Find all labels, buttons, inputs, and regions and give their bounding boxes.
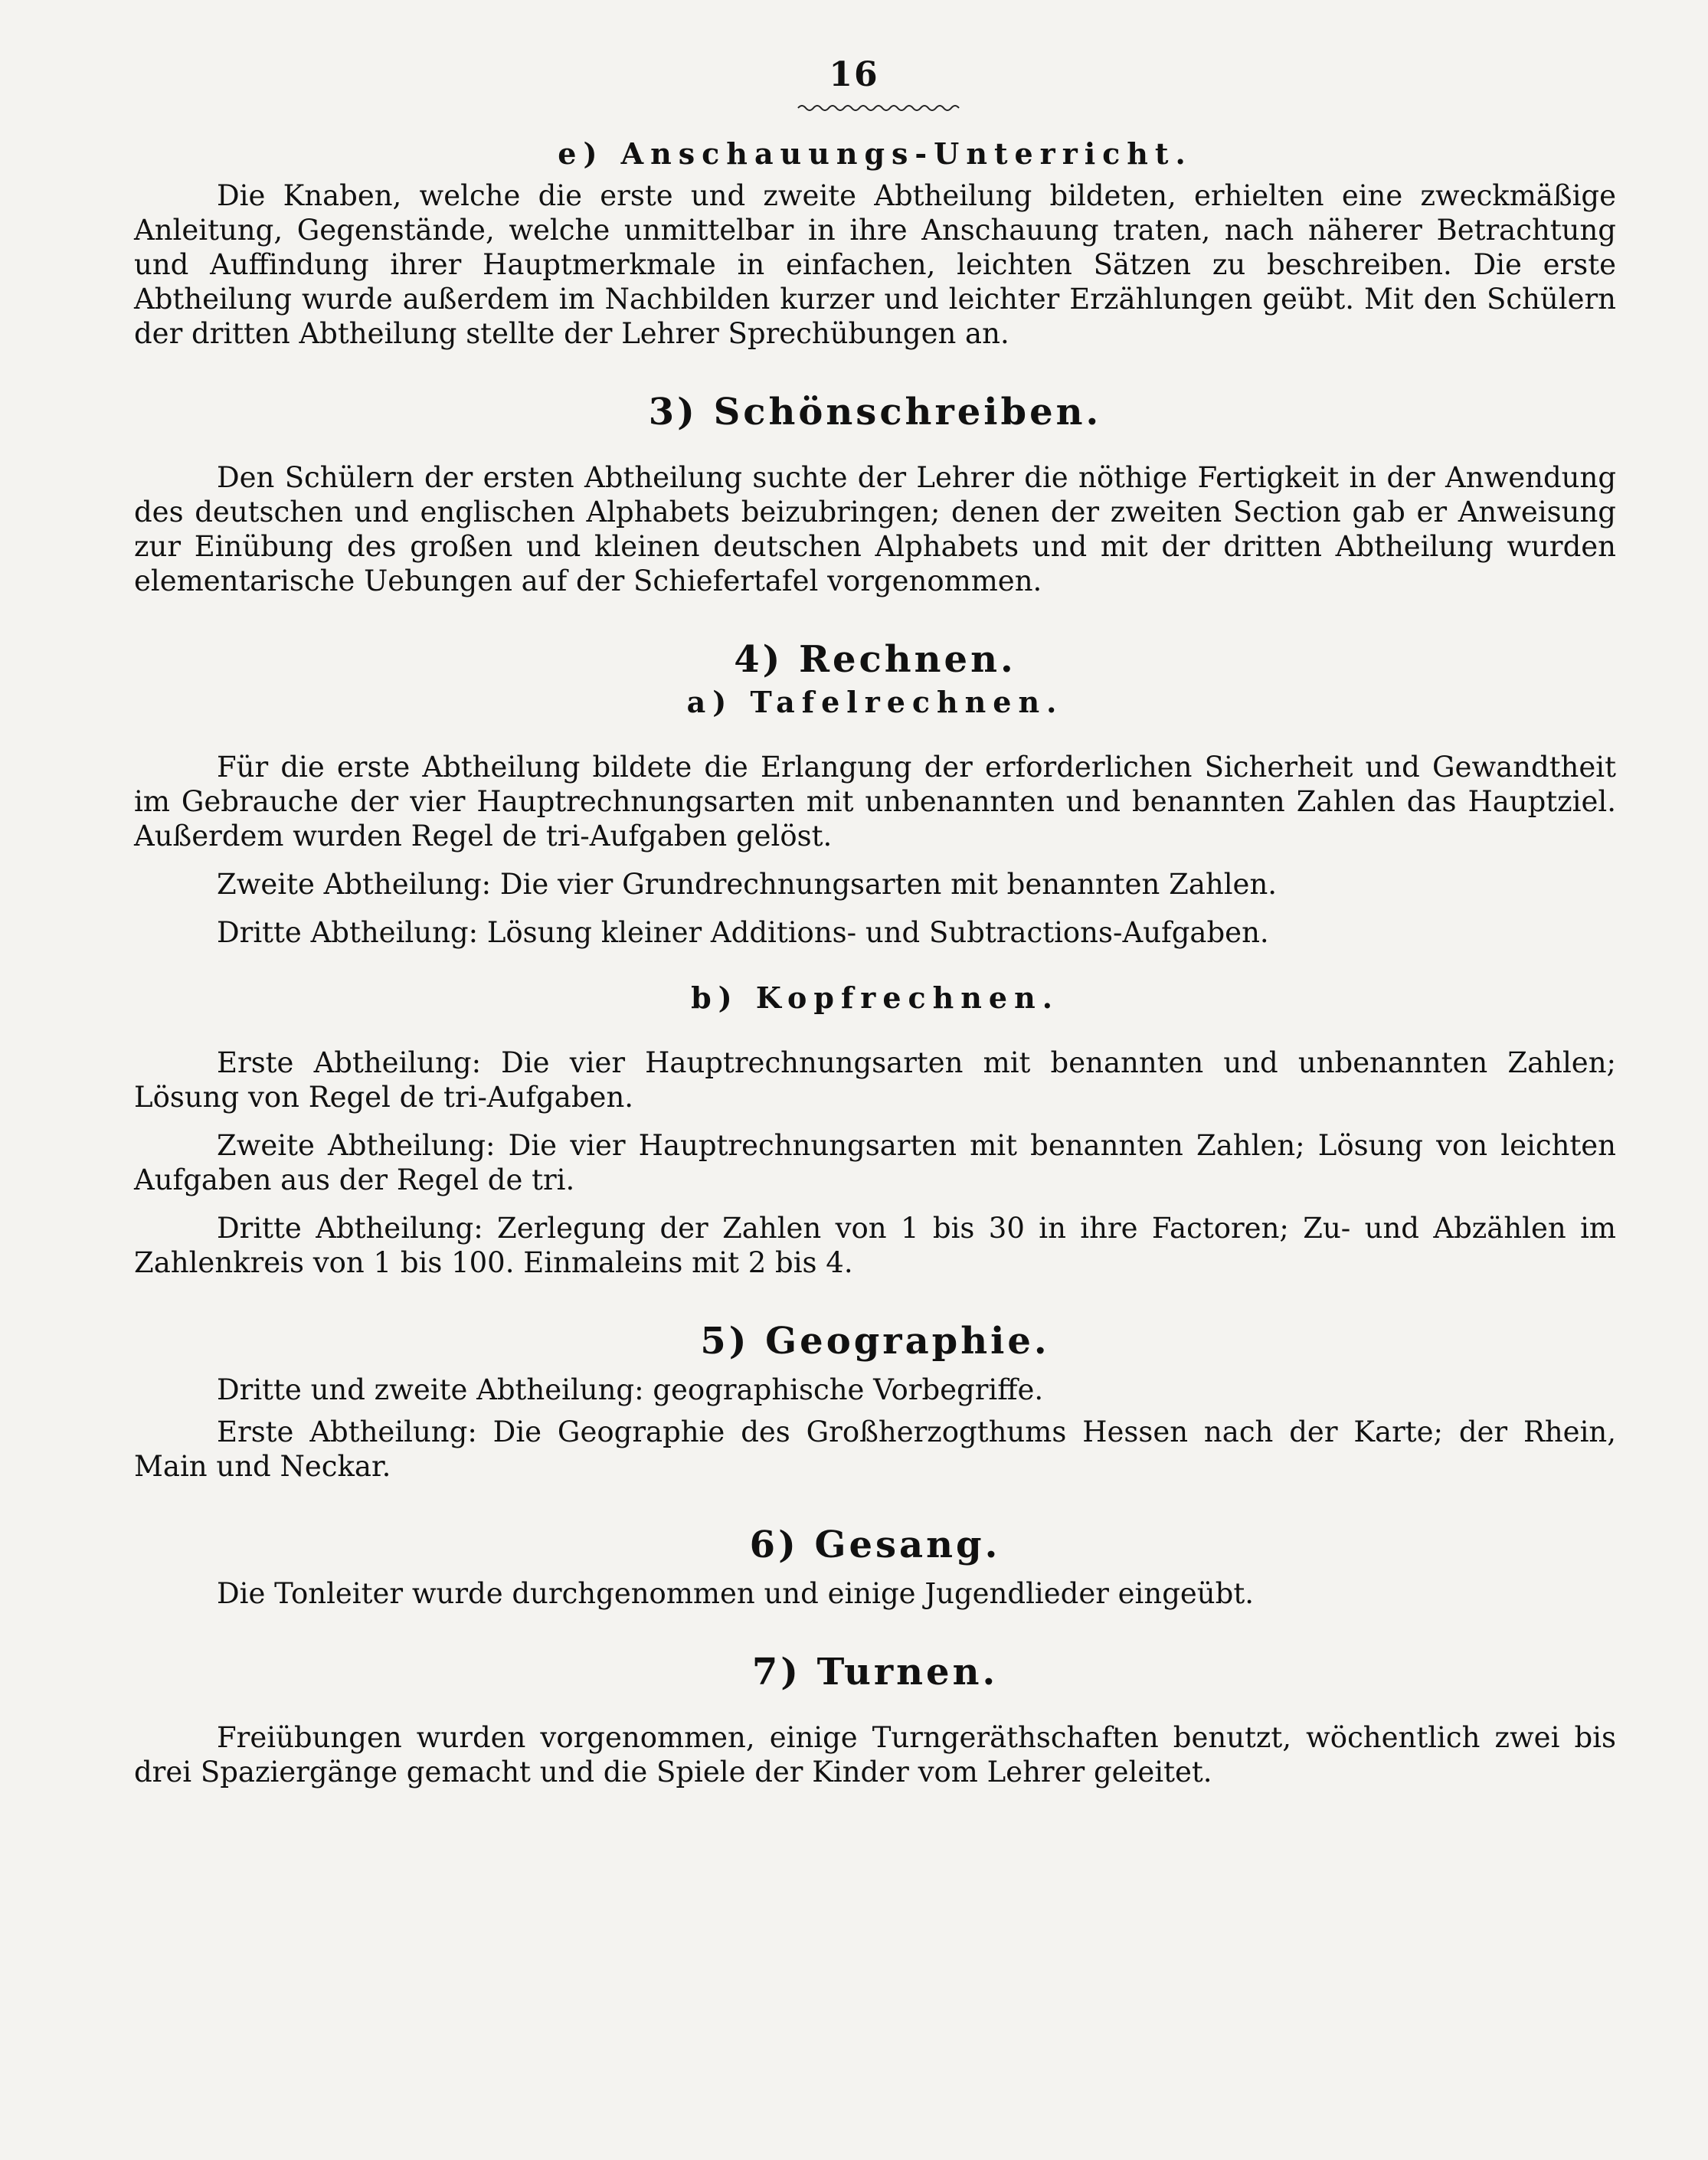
paragraph-kopfrechnen-zweite: Zweite Abtheilung: Die vier Hauptrechnungsarten mit benannten Zahlen; Lösung von leichten Aufgaben aus der Regel de tri.	[134, 1129, 1616, 1196]
heading-tafelrechnen: a) Tafelrechnen.	[686, 685, 1064, 719]
paragraph-kopfrechnen-erste: Erste Abtheilung: Die vier Hauptrechnungsarten mit benannten und unbenannten Zahlen; Lösung von Regel de tri-Aufgaben.	[134, 1046, 1616, 1114]
heading-anschauungs-unterricht: e) Anschauungs-Unterricht.	[558, 136, 1193, 171]
heading-rechnen: 4) Rechnen.	[734, 638, 1016, 681]
page-number: 16	[829, 55, 879, 94]
paragraph-tafelrechnen-zweite: Zweite Abtheilung: Die vier Grundrechnungsarten mit benannten Zahlen.	[217, 868, 1278, 901]
paragraph-schoenschreiben: Den Schülern der ersten Abtheilung suchte der Lehrer die nöthige Fertigkeit in der Anwendung des deutschen und englischen Alphabets beizubringen; denen der zweiten Section gab er Anweisung zur Einübung des großen und kleinen deutschen Alphabets und mit der dritten Abtheilung wurden elementarische Uebungen auf der Schiefertafel vorgenommen.	[134, 461, 1616, 597]
paragraph-gesang: Die Tonleiter wurde durchgenommen und einige Jugendlieder eingeübt.	[217, 1577, 1254, 1610]
heading-turnen: 7) Turnen.	[751, 1651, 999, 1694]
paragraph-geographie-erste: Erste Abtheilung: Die Geographie des Großherzogthums Hessen nach der Karte; der Rhein, Main und Neckar.	[134, 1415, 1616, 1483]
page-content	[134, 136, 1616, 1789]
heading-kopfrechnen: b) Kopfrechnen.	[691, 980, 1059, 1015]
heading-geographie: 5) Geographie.	[700, 1320, 1050, 1363]
heading-gesang: 6) Gesang.	[749, 1523, 1001, 1566]
paragraph-anschauungs-unterricht: Die Knaben, welche die erste und zweite Abtheilung bildeten, erhielten eine zweckmäßige Anleitung, Gegenstände, welche unmittelbar in ihre Anschauung traten, nach näherer Betrachtung und Auffindung ihrer Hauptmerkmale in einfachen, leichten Sätzen zu beschreiben. Die erste Abtheilung wurde außerdem im Nachbilden kurzer und leichter Erzählungen geübt. Mit den Schülern der dritten Abtheilung stellte der Lehrer Sprechübungen an.	[134, 179, 1616, 350]
heading-schoenschreiben: 3) Schönschreiben.	[648, 391, 1102, 434]
paragraph-tafelrechnen-dritte: Dritte Abtheilung: Lösung kleiner Additions- und Subtractions-Aufgaben.	[217, 916, 1269, 949]
paragraph-geographie-dritte-zweite: Dritte und zweite Abtheilung: geographische Vorbegriffe.	[217, 1373, 1044, 1406]
wavy-rule-ornament	[797, 103, 965, 113]
paragraph-tafelrechnen-erste: Für die erste Abtheilung bildete die Erlangung der erforderlichen Sicherheit und Gewandtheit im Gebrauche der vier Hauptrechnungsarten mit unbenannten und benannten Zahlen das Hauptziel. Außerdem wurden Regel de tri-Aufgaben gelöst.	[134, 751, 1616, 853]
paragraph-turnen: Freiübungen wurden vorgenommen, einige Turngeräthschaften benutzt, wöchentlich zwei bis drei Spaziergänge gemacht und die Spiele der Kinder vom Lehrer geleitet.	[134, 1721, 1616, 1789]
paragraph-kopfrechnen-dritte: Dritte Abtheilung: Zerlegung der Zahlen von 1 bis 30 in ihre Factoren; Zu- und Abzählen im Zahlenkreis von 1 bis 100. Einmaleins mit 2 bis 4.	[134, 1212, 1616, 1279]
